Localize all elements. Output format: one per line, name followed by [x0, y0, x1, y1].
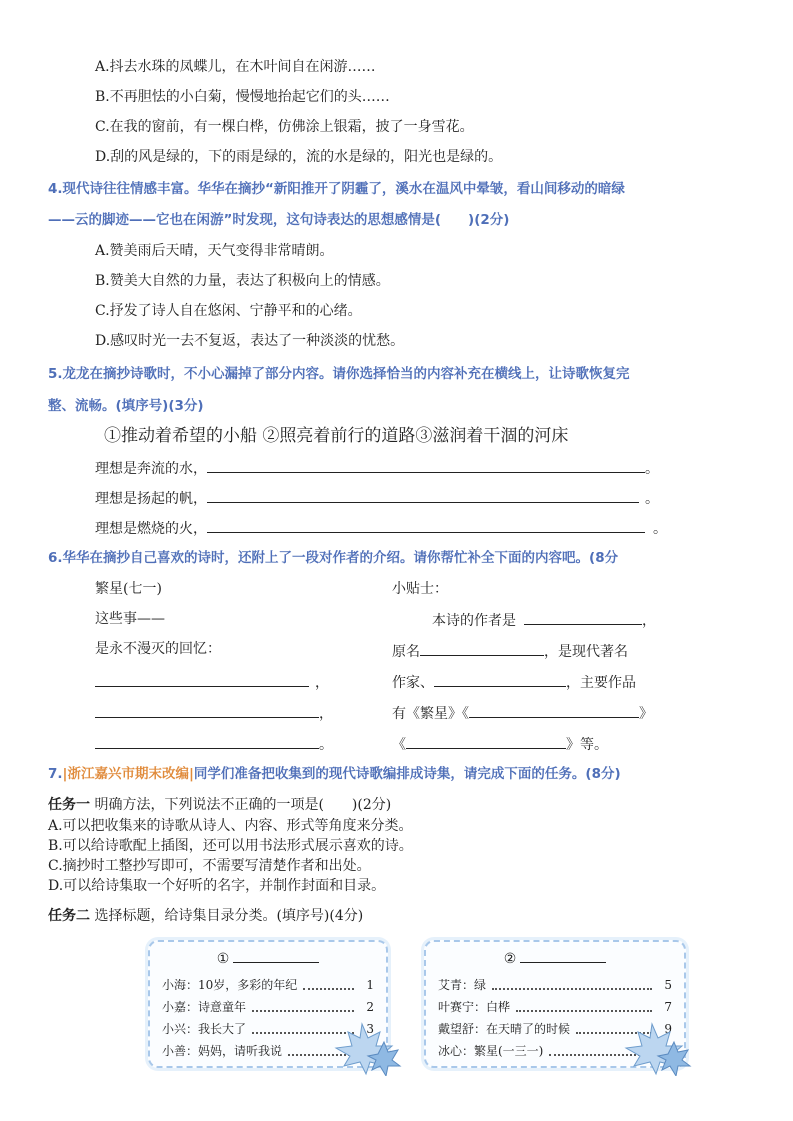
q6-poem-ending: ，: [319, 706, 333, 722]
toc-entry-name: 小嘉：诗意童年: [162, 1000, 247, 1014]
toc-entry-page: 5: [664, 977, 672, 992]
source-divider: |: [62, 766, 68, 782]
q5-blank-suffix: 。: [653, 521, 667, 537]
table-of-contents-box-2: [424, 940, 686, 1068]
q5-answer-blank-1[interactable]: [207, 458, 645, 473]
toc-entry: [438, 998, 672, 1015]
toc-marker: ②: [503, 951, 517, 967]
q5-blank-prefix: 理想是燃烧的火，: [95, 521, 207, 537]
q6-tip-row-2: [392, 641, 628, 661]
q6-tip-text: 本诗的作者是: [432, 613, 516, 629]
q7-stem: [48, 765, 621, 783]
q6-poem-line2: 是永不漫灭的回忆：: [95, 641, 221, 657]
q6-tip-text: 有《繁星》《: [392, 706, 469, 722]
q3-option-b: B.不再胆怯的小白菊，慢慢地抬起它们的头……: [95, 89, 390, 105]
leader-dots: [516, 1002, 652, 1012]
toc-entry-name: 小兴：我长大了: [162, 1022, 247, 1036]
q6-work-blank-2[interactable]: [406, 734, 566, 749]
q7-task2-header: [48, 907, 363, 925]
q7-number: 7.: [48, 766, 63, 782]
q5-choices: ①推动着希望的小船 ②照亮着前行的道路③滋润着干涸的河床: [104, 426, 569, 446]
toc-entry: [162, 976, 374, 993]
q6-poem-blank-row-2: [95, 703, 333, 723]
leader-dots: [252, 1002, 354, 1012]
q6-author-blank[interactable]: [524, 610, 642, 625]
q4-option-b: B.赞美大自然的力量，表达了积极向上的情感。: [95, 273, 390, 289]
q6-tip-text: ，: [642, 613, 656, 629]
q5-answer-blank-2[interactable]: [207, 488, 639, 503]
q5-blank-suffix: 。: [645, 461, 659, 477]
q4-stem-line2: ——云的脚迹——它也在闲游”时发现，这句诗表达的思想感情是( )(2分): [48, 212, 510, 228]
q5-blank-row-2: [95, 488, 659, 508]
q6-poem-blank-row-1: [95, 672, 329, 692]
toc-entry: [162, 998, 374, 1015]
q4-option-d: D.感叹时光一去不复返，表达了一种淡淡的忧愁。: [95, 333, 405, 349]
q6-work-blank-1[interactable]: [469, 703, 639, 718]
q5-blank-prefix: 理想是扬起的帆，: [95, 491, 207, 507]
q4-option-a: A.赞美雨后天晴，天气变得非常晴朗。: [95, 243, 334, 259]
toc-title-blank-1[interactable]: [233, 948, 319, 963]
leader-dots: [492, 980, 652, 990]
q4-stem-line1: 4.现代诗往往情感丰富。华华在摘抄“新阳推开了阴霾了，溪水在温风中晕皱，看山间移动的暗绿: [48, 181, 625, 197]
toc-entry-name: 小善：妈妈，请听我说: [162, 1044, 283, 1058]
task2-text: 选择标题，给诗集目录分类。(填序号)(4分): [94, 908, 364, 924]
q6-tip-text: 作家、: [392, 675, 434, 691]
q6-tip-text: 《: [392, 737, 406, 753]
q7-task1-header: [48, 796, 391, 814]
q6-stem: 6.华华在摘抄自己喜欢的诗时，还附上了一段对作者的介绍。请你帮忙补全下面的内容吧。(8分: [48, 550, 619, 566]
q6-poem-title: 繁星(七一): [95, 581, 162, 597]
task2-label: 任务二: [48, 908, 90, 924]
task1-option-c: C.摘抄时工整抄写即可，不需要写清楚作者和出处。: [48, 858, 371, 874]
q5-answer-blank-3[interactable]: [207, 518, 645, 533]
task1-option-b: B.可以给诗歌配上插图，还可以用书法形式展示喜欢的诗。: [48, 838, 413, 854]
q6-tip-text: 原名: [392, 644, 420, 660]
q6-tip-row-3: [392, 672, 636, 692]
q6-tip-text: 》等。: [566, 737, 608, 753]
maple-leaf-icon: [332, 1020, 402, 1076]
q6-tip-label: 小贴士：: [392, 581, 448, 597]
toc-entry-page: 1: [366, 977, 374, 992]
toc-entry-name: 冰心：繁星(一三一): [438, 1044, 544, 1058]
q5-stem-line2: 整、流畅。(填序号)(3分): [48, 398, 204, 414]
q7-source-tag: 浙江嘉兴市期末改编: [67, 766, 189, 782]
q6-original-name-blank[interactable]: [420, 641, 544, 656]
toc-title-blank-2[interactable]: [520, 948, 606, 963]
q6-tip-row-1: [432, 610, 656, 630]
q5-blank-row-3: [95, 518, 667, 538]
q6-tip-row-4: [392, 703, 653, 723]
q5-blank-suffix: 。: [645, 491, 659, 507]
q5-blank-prefix: 理想是奔流的水，: [95, 461, 207, 477]
task1-option-d: D.可以给诗集取一个好听的名字，并制作封面和目录。: [48, 878, 386, 894]
q3-option-a: A.抖去水珠的凤蝶儿，在木叶间自在闲游……: [95, 59, 376, 75]
task1-text: 明确方法，下列说法不正确的一项是( )(2分): [94, 797, 392, 813]
toc-marker: ①: [216, 951, 230, 967]
toc-title-2: [426, 948, 684, 967]
q3-option-d: D.刮的风是绿的，下的雨是绿的，流的水是绿的，阳光也是绿的。: [95, 149, 503, 165]
q6-tip-text: ，是现代著名: [544, 644, 628, 660]
q5-blank-row-1: [95, 458, 659, 478]
q4-option-c: C.抒发了诗人自在悠闲、宁静平和的心绪。: [95, 303, 362, 319]
toc-title-1: [150, 948, 386, 967]
q3-option-c: C.在我的窗前，有一棵白桦，仿佛涂上银霜，披了一身雪花。: [95, 119, 474, 135]
toc-entry-page: 3: [366, 1021, 374, 1036]
maple-leaf-icon: [622, 1020, 692, 1076]
q5-stem-line1: 5.龙龙在摘抄诗歌时，不小心漏掉了部分内容。请你选择恰当的内容补充在横线上，让诗歌恢复完: [48, 366, 630, 382]
task1-option-a: A.可以把收集来的诗歌从诗人、内容、形式等角度来分类。: [48, 818, 413, 834]
toc-entry-name: 艾青：绿: [438, 978, 487, 992]
q6-identity-blank[interactable]: [434, 672, 566, 687]
q6-poem-ending: 。: [319, 737, 333, 753]
q6-poem-blank-3[interactable]: [95, 734, 319, 749]
q6-tip-text: ，主要作品: [566, 675, 636, 691]
toc-entry-page: 9: [664, 1021, 672, 1036]
q6-poem-blank-row-3: [95, 734, 333, 754]
toc-entry-page: 7: [664, 999, 672, 1014]
toc-entry-name: 小海：10岁，多彩的年纪: [162, 978, 298, 992]
q6-poem-ending: ，: [315, 675, 329, 691]
table-of-contents-box-1: [148, 940, 388, 1068]
q6-poem-blank-2[interactable]: [95, 703, 319, 718]
q7-title: 同学们准备把收集到的现代诗歌编排成诗集，请完成下面的任务。(8分): [193, 766, 621, 782]
source-divider: |: [188, 766, 194, 782]
q6-poem-blank-1[interactable]: [95, 672, 309, 687]
task1-label: 任务一: [48, 797, 90, 813]
q6-tip-text: 》: [639, 706, 653, 722]
leader-dots: [303, 980, 354, 990]
q6-poem-line1: 这些事——: [95, 611, 165, 627]
toc-entry-name: 叶赛宁：白桦: [438, 1000, 511, 1014]
toc-entry-page: 2: [366, 999, 374, 1014]
toc-entry: [438, 976, 672, 993]
toc-entry-name: 戴望舒：在天晴了的时候: [438, 1022, 571, 1036]
q6-tip-row-5: [392, 734, 608, 754]
